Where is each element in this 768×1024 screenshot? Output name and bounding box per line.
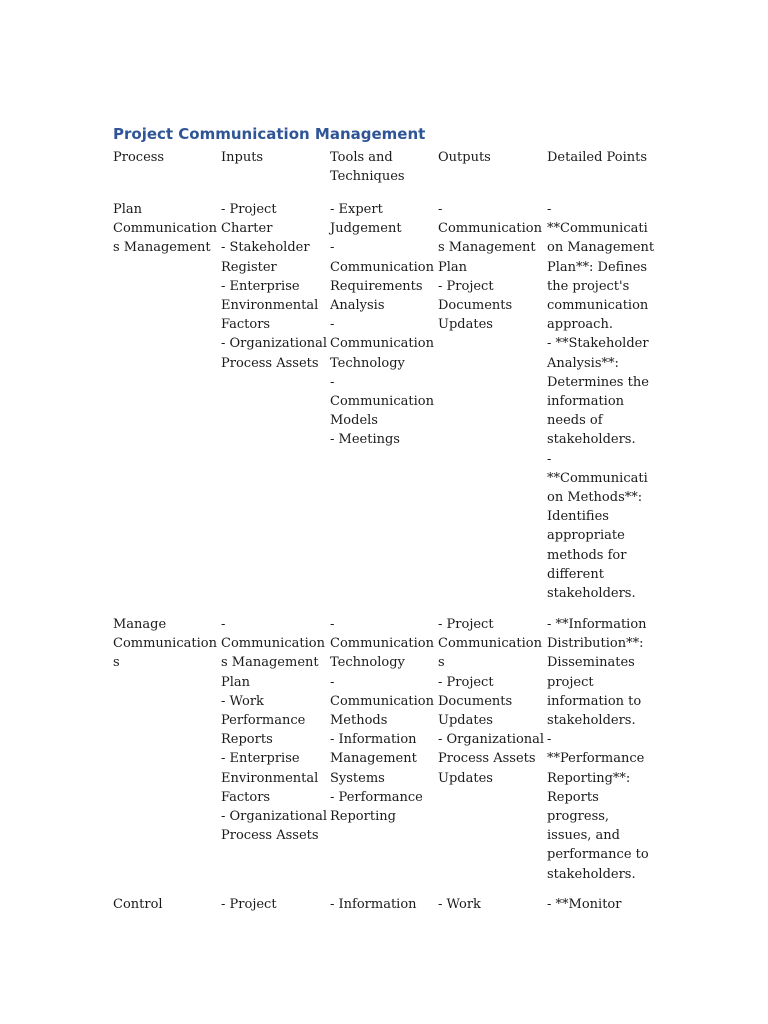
- header-detailed-points: Detailed Points: [547, 150, 648, 165]
- row-control-inputs: - Project: [221, 897, 277, 912]
- header-inputs: Inputs: [221, 150, 264, 165]
- row-manage-outputs: - Project Communication s - Project Documents Updates - Organizational Process Assets Updates: [438, 617, 545, 786]
- row-manage-inputs: - Communication s Management Plan - Work Performance Reports - Enterprise Environmental Factors - Organizational Process Assets: [221, 617, 328, 844]
- row-manage-tools: - Communication Technology - Communication Methods - Information Management Systems - Performance Reporting: [330, 617, 434, 825]
- row-control-tools: - Information: [330, 897, 417, 912]
- row-control-process: Control: [113, 897, 163, 912]
- row-plan-process: Plan Communication s Management: [113, 202, 217, 256]
- row-plan-inputs: - Project Charter - Stakeholder Register - Enterprise Environmental Factors - Organizational Process Assets: [221, 202, 328, 371]
- document-title: Project Communication Management: [113, 125, 426, 143]
- row-plan-details: - **Communicati on Management Plan**: Defines the project's communication approach. - **Stakeholder Analysis**: Determines the information needs of stakeholders. - **Communicati on Methods**: Identifies appropriate methods for different stakeholders.: [547, 202, 655, 602]
- row-plan-outputs: - Communication s Management Plan - Project Documents Updates: [438, 202, 542, 333]
- row-plan-tools: - Expert Judgement - Communication Requirements Analysis - Communication Technology - Communication Models - Meetings: [330, 202, 434, 448]
- row-manage-process: Manage Communication s: [113, 617, 217, 671]
- header-outputs: Outputs: [438, 150, 491, 165]
- row-manage-details: - **Information Distribution**: Disseminates project information to stakeholders. - **Performance Reporting**: Reports progress, issues, and performance to stakeholders.: [547, 617, 649, 882]
- row-control-details: - **Monitor: [547, 897, 622, 912]
- header-tools-and-techniques: Tools and Techniques: [330, 150, 405, 185]
- row-control-outputs: - Work: [438, 897, 481, 912]
- header-process: Process: [113, 150, 165, 165]
